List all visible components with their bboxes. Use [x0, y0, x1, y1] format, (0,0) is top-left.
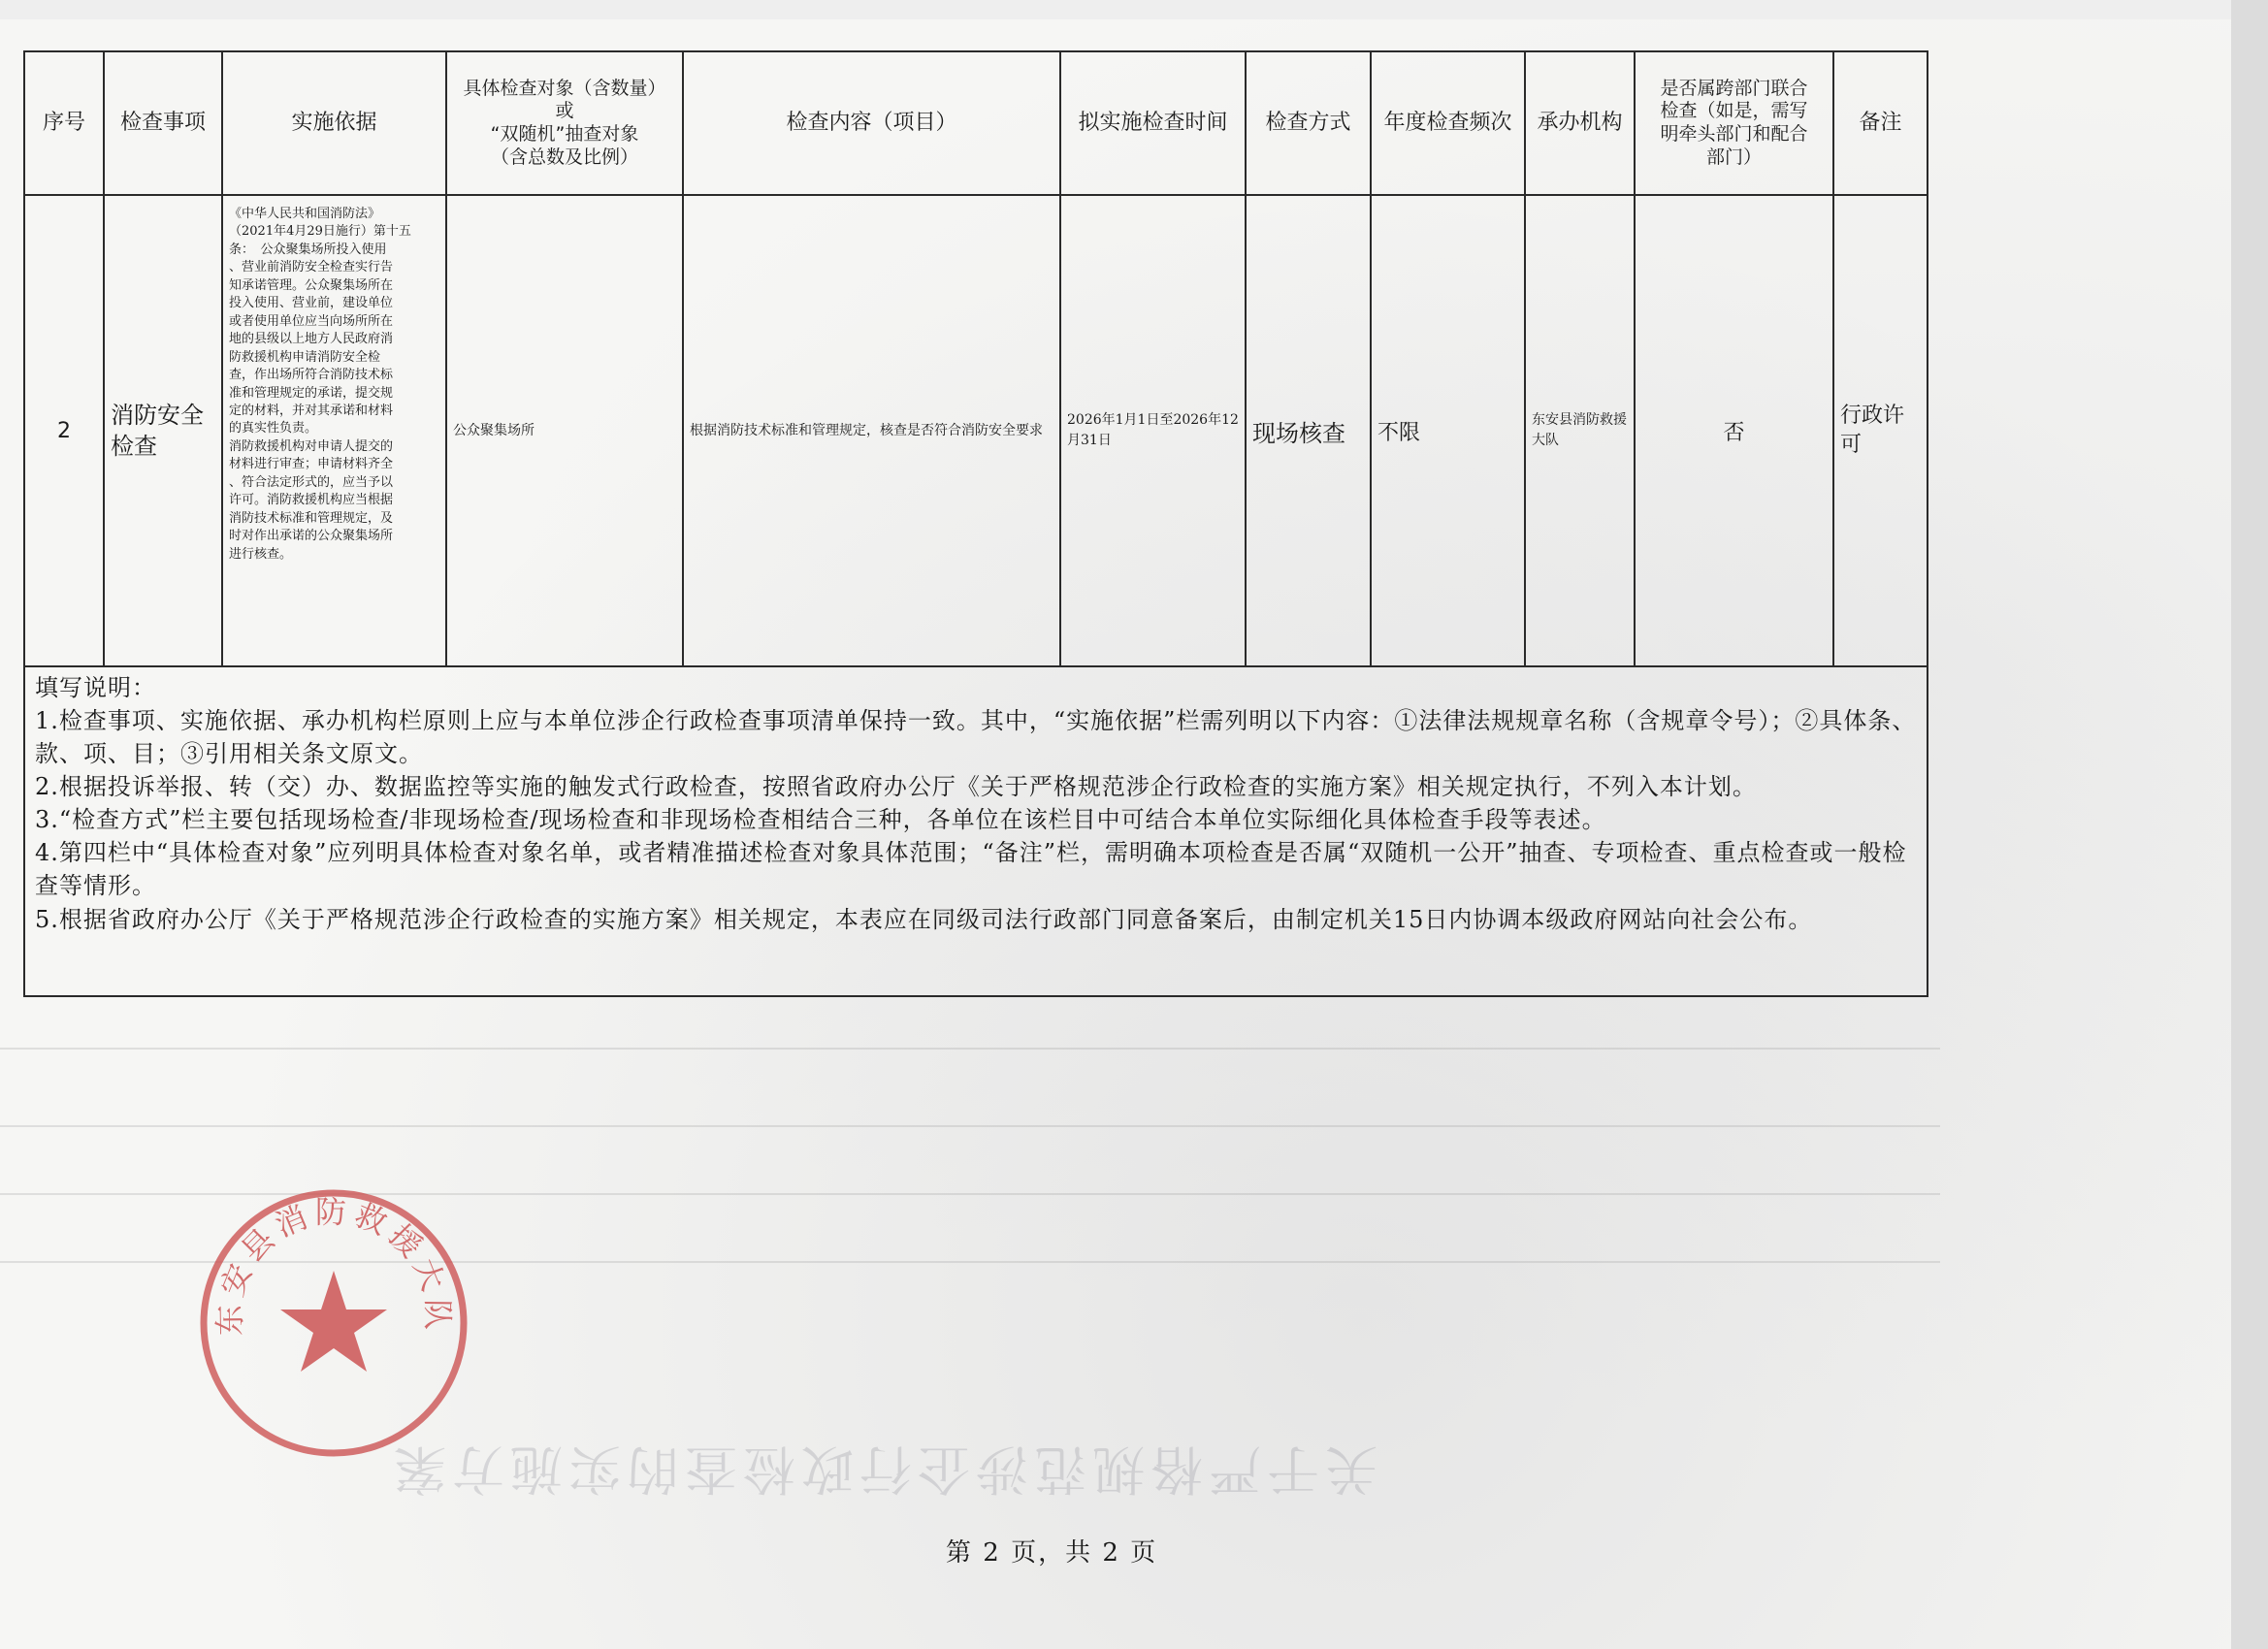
- header-agency: 承办机构: [1525, 51, 1635, 195]
- inspection-plan-table: [23, 50, 1928, 997]
- header-content: 检查内容（项目）: [683, 51, 1060, 195]
- basis-line: 、营业前消防安全检查实行告: [229, 260, 394, 275]
- header-joint-line: 检查（如是，需写: [1660, 100, 1808, 122]
- page-number: 第 2 页，共 2 页: [946, 1538, 1158, 1568]
- basis-line: 定的材料，并对其承诺和材料: [229, 403, 394, 418]
- header-joint-line: 是否属跨部门联合: [1660, 77, 1808, 99]
- basis-line: 查，作出场所符合消防技术标: [229, 368, 394, 383]
- notes-title: 填写说明：: [35, 674, 156, 701]
- note-item: 3.“检查方式”栏主要包括现场检查/非现场检查/现场检查和非现场检查相结合三种，各单位在该栏目中可结合本单位实际细化具体检查手段等表述。: [35, 806, 1606, 834]
- notes-row: [24, 666, 1928, 996]
- cell-joint: 否: [1635, 195, 1833, 666]
- header-basis: 实施依据: [222, 51, 446, 195]
- basis-line: 投入使用、营业前，建设单位: [229, 296, 394, 311]
- cell-note: 行政许可: [1833, 195, 1928, 666]
- header-object-line: 或: [555, 100, 574, 122]
- header-seq: 序号: [24, 51, 104, 195]
- header-object-line: （含总数及比例）: [490, 146, 638, 168]
- basis-line: 知承诺管理。公众聚集场所在: [229, 277, 394, 293]
- page-right-edge: [2231, 0, 2268, 1649]
- cell-object: 公众聚集场所: [446, 195, 683, 666]
- basis-line: 条： 公众聚集场所投入使用: [229, 242, 387, 257]
- official-seal: [196, 1185, 471, 1461]
- bleed-through-title: 关于严格规范涉企行政检查的实施方案: [388, 1439, 1377, 1500]
- cell-agency: 东安县消防救援大队: [1525, 195, 1635, 666]
- basis-line: 时对作出承诺的公众聚集场所: [229, 529, 394, 544]
- cell-content: 根据消防技术标准和管理规定，核查是否符合消防安全要求: [683, 195, 1060, 666]
- basis-line: 进行核查。: [229, 546, 293, 562]
- cell-time: 2026年1月1日至2026年12月31日: [1060, 195, 1246, 666]
- header-item: 检查事项: [104, 51, 222, 195]
- note-item: 2.根据投诉举报、转（交）办、数据监控等实施的触发式行政检查，按照省政府办公厅《关于严格规范涉企行政检查的实施方案》相关规定执行，不列入本计划。: [35, 773, 1757, 801]
- page-top-edge: [0, 0, 2268, 19]
- basis-line: 许可。消防救援机构应当根据: [229, 493, 394, 508]
- header-time: 拟实施检查时间: [1060, 51, 1246, 195]
- note-item: 1.检查事项、实施依据、承办机构栏原则上应与本单位涉企行政检查事项清单保持一致。其中，“实施依据”栏需列明以下内容：①法律法规规章名称（含规章令号）；②具体条、款、项、目；③引用相关条文原文。: [35, 707, 1917, 768]
- header-joint-line: 部门）: [1705, 146, 1762, 168]
- header-row: [24, 51, 1928, 195]
- cell-item: 消防安全检查: [104, 195, 222, 666]
- seal-star-icon: [280, 1271, 387, 1372]
- header-object-line: 具体检查对象（含数量）: [463, 77, 666, 99]
- basis-line: 材料进行审查；申请材料齐全: [229, 457, 394, 472]
- basis-line: 地的县级以上地方人民政府消: [229, 332, 394, 347]
- header-object: [446, 51, 683, 195]
- seal-text: 东安县消防救援大队: [211, 1193, 457, 1337]
- header-note: 备注: [1833, 51, 1928, 195]
- header-method: 检查方式: [1246, 51, 1371, 195]
- basis-line: 准和管理规定的承诺，提交规: [229, 385, 394, 401]
- header-joint: [1635, 51, 1833, 195]
- header-frequency: 年度检查频次: [1371, 51, 1525, 195]
- note-item: 4.第四栏中“具体检查对象”应列明具体检查对象名单，或者精准描述检查对象具体范围；“备注”栏，需明确本项检查是否属“双随机一公开”抽查、专项检查、重点检查或一般检查等情形。: [35, 839, 1907, 900]
- cell-frequency: 不限: [1371, 195, 1525, 666]
- basis-line: 或者使用单位应当向场所所在: [229, 313, 394, 329]
- note-item: 5.根据省政府办公厅《关于严格规范涉企行政检查的实施方案》相关规定，本表应在同级司法行政部门同意备案后，由制定机关15日内协调本级政府网站向社会公布。: [35, 905, 1813, 933]
- cell-basis: [222, 195, 446, 666]
- basis-line: （2021年4月29日施行）第十五: [229, 224, 411, 240]
- cell-method: 现场核查: [1246, 195, 1371, 666]
- cell-seq: 2: [24, 195, 104, 666]
- basis-line: 消防救援机构对申请人提交的: [229, 438, 394, 454]
- basis-line: 《中华人民共和国消防法》: [229, 207, 381, 221]
- header-joint-line: 明牵头部门和配合: [1660, 123, 1808, 145]
- table-row: [24, 195, 1928, 666]
- basis-line: 、符合法定形式的，应当予以: [229, 474, 394, 490]
- fill-instructions: [24, 666, 1928, 996]
- basis-line: 消防技术标准和管理规定，及: [229, 510, 394, 526]
- basis-line: 防救援机构申请消防安全检: [229, 349, 381, 365]
- basis-line: 的真实性负责。: [229, 421, 318, 436]
- header-object-line: “双随机”抽查对象: [490, 123, 639, 145]
